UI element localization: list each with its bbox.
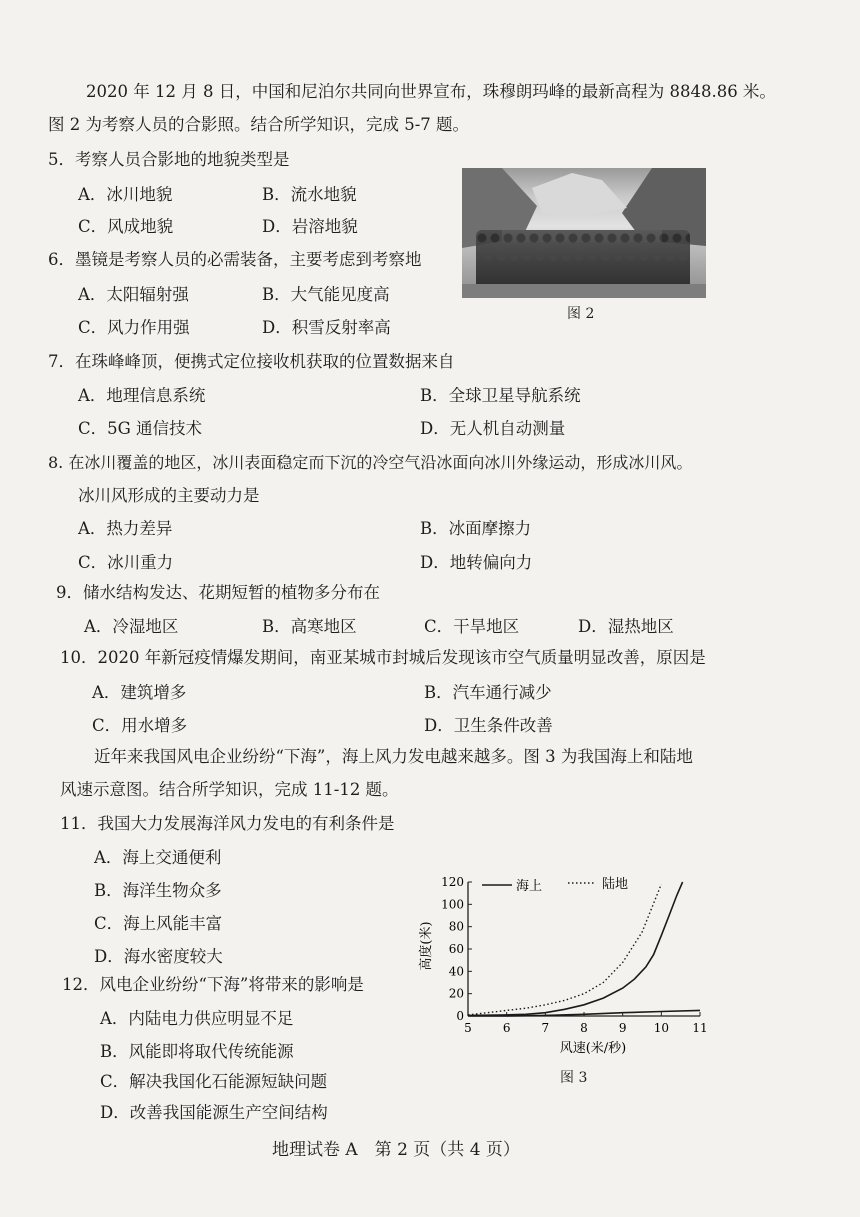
intro1-line1: 2020 年 12 月 8 日，中国和尼泊尔共同向世界宣布，珠穆朗玛峰的最新高程为 8848.86 米。 bbox=[86, 82, 776, 101]
q7-option-a[interactable]: A．地理信息系统 bbox=[78, 386, 206, 405]
series-lines bbox=[468, 882, 700, 1016]
q10-option-a[interactable]: A．建筑增多 bbox=[92, 683, 187, 702]
intro2-line1: 近年来我国风电企业纷纷“下海”，海上风力发电越来越多。图 3 为我国海上和陆地 bbox=[94, 747, 693, 766]
intro2-line2: 风速示意图。结合所学知识，完成 11-12 题。 bbox=[60, 780, 399, 799]
q12-option-c[interactable]: C．解决我国化石能源短缺问题 bbox=[100, 1072, 328, 1091]
series-line-0 bbox=[468, 882, 683, 1015]
y-tick-label: 60 bbox=[448, 942, 464, 956]
x-tick-label: 5 bbox=[464, 1021, 472, 1035]
x-tick-label: 9 bbox=[618, 1021, 627, 1035]
q6-option-c[interactable]: C．风力作用强 bbox=[78, 318, 190, 337]
x-tick-label: 7 bbox=[541, 1021, 550, 1035]
y-tick-label: 100 bbox=[441, 897, 464, 912]
y-tick-label: 80 bbox=[448, 919, 464, 934]
x-tick-label: 8 bbox=[580, 1021, 588, 1035]
q12-stem: 12．风电企业纷纷“下海”将带来的影响是 bbox=[62, 975, 364, 994]
series-line-2 bbox=[468, 884, 661, 1015]
team-group-image bbox=[476, 230, 690, 286]
q8-stem-line1: 8. 在冰川覆盖的地区，冰川表面稳定而下沉的冷空气沿冰面向冰川外缘运动，形成冰川风。 bbox=[48, 453, 693, 472]
q9-option-b[interactable]: B．高寒地区 bbox=[262, 617, 357, 636]
q5-option-b[interactable]: B．流水地貌 bbox=[262, 185, 357, 204]
q7-option-c[interactable]: C．5G 通信技术 bbox=[78, 419, 203, 438]
q12-option-d[interactable]: D．改善我国能源生产空间结构 bbox=[100, 1103, 328, 1122]
q9-option-c[interactable]: C．干旱地区 bbox=[424, 617, 520, 636]
x-tick-label: 6 bbox=[502, 1021, 511, 1035]
q8-option-c[interactable]: C．冰川重力 bbox=[78, 553, 174, 572]
chart-axes bbox=[468, 882, 700, 1016]
q11-stem: 11．我国大力发展海洋风力发电的有利条件是 bbox=[60, 814, 395, 833]
q10-option-b[interactable]: B．汽车通行减少 bbox=[424, 683, 552, 702]
y-tick-label: 120 bbox=[441, 875, 464, 889]
x-tick-label: 11 bbox=[692, 1021, 708, 1035]
q9-option-a[interactable]: A．冷湿地区 bbox=[84, 617, 179, 636]
q11-option-d[interactable]: D．海水密度较大 bbox=[94, 947, 223, 966]
q10-option-c[interactable]: C．用水增多 bbox=[92, 716, 188, 735]
q11-option-b[interactable]: B．海洋生物众多 bbox=[94, 881, 222, 900]
q7-option-d[interactable]: D．无人机自动测量 bbox=[420, 419, 566, 438]
q6-option-a[interactable]: A．太阳辐射强 bbox=[78, 285, 189, 304]
q7-option-b[interactable]: B．全球卫星导航系统 bbox=[420, 386, 581, 405]
q5-option-c[interactable]: C．风成地貌 bbox=[78, 217, 174, 236]
q5-stem: 5．考察人员合影地的地貌类型是 bbox=[48, 150, 290, 169]
legend-label-sea: 海上 bbox=[516, 879, 543, 894]
q11-option-a[interactable]: A．海上交通便利 bbox=[94, 848, 222, 867]
figure2-caption: 图 2 bbox=[567, 306, 595, 322]
q8-option-b[interactable]: B．冰面摩擦力 bbox=[420, 519, 532, 538]
q11-option-c[interactable]: C．海上风能丰富 bbox=[94, 914, 223, 933]
q8-stem-line2: 冰川风形成的主要动力是 bbox=[78, 486, 260, 505]
q12-option-b[interactable]: B．风能即将取代传统能源 bbox=[100, 1042, 294, 1061]
y-axis-label: 高度(米) bbox=[419, 921, 434, 971]
q12-option-a[interactable]: A．内陆电力供应明显不足 bbox=[100, 1009, 294, 1028]
y-tick-label: 0 bbox=[456, 1009, 464, 1023]
q9-stem: 9．储水结构发达、花期短暂的植物多分布在 bbox=[56, 583, 380, 602]
q6-option-b[interactable]: B．大气能见度高 bbox=[262, 285, 390, 304]
q6-stem: 6．墨镜是考察人员的必需装备，主要考虑到考察地 bbox=[48, 250, 422, 269]
q6-option-d[interactable]: D．积雪反射率高 bbox=[262, 318, 391, 337]
y-tick-label: 20 bbox=[448, 986, 464, 1001]
q8-option-a[interactable]: A．热力差异 bbox=[78, 519, 173, 538]
intro1-line2: 图 2 为考察人员的合影照。结合所学知识，完成 5-7 题。 bbox=[48, 115, 470, 134]
x-tick-label: 10 bbox=[653, 1021, 669, 1035]
legend-label-land: 陆地 bbox=[602, 877, 629, 892]
expedition-team-photo bbox=[462, 168, 706, 298]
q10-stem: 10．2020 年新冠疫情爆发期间，南亚某城市封城后发现该市空气质量明显改善，原因是 bbox=[60, 648, 706, 667]
q5-option-a[interactable]: A．冰川地貌 bbox=[78, 185, 173, 204]
q7-stem: 7．在珠峰峰顶，便携式定位接收机获取的位置数据来自 bbox=[48, 352, 455, 371]
q9-option-d[interactable]: D．湿热地区 bbox=[578, 617, 674, 636]
x-axis-label: 风速(米/秒) bbox=[559, 1041, 627, 1056]
wind-speed-chart bbox=[410, 866, 730, 1066]
page-footer: 地理试卷 A 第 2 页（共 4 页） bbox=[272, 1140, 520, 1160]
q8-option-d[interactable]: D．地转偏向力 bbox=[420, 553, 533, 572]
figure3-caption: 图 3 bbox=[560, 1070, 588, 1086]
ground-image bbox=[462, 284, 706, 298]
q10-option-d[interactable]: D．卫生条件改善 bbox=[424, 716, 553, 735]
chart-legend bbox=[482, 876, 628, 894]
y-tick-label: 40 bbox=[448, 964, 464, 979]
q5-option-d[interactable]: D．岩溶地貌 bbox=[262, 217, 358, 236]
